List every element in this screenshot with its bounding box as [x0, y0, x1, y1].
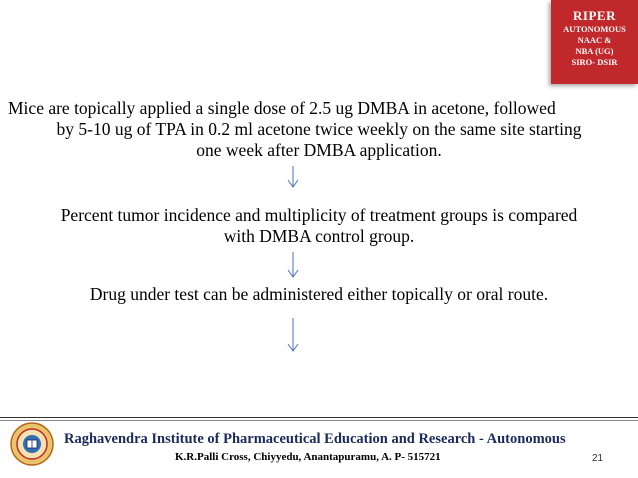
institute-address: K.R.Palli Cross, Chiyyedu, Anantapuramu, A. P- 515721	[175, 451, 441, 463]
badge-line-autonomous: AUTONOMOUS	[563, 24, 626, 34]
step-1-line-1: Mice are topically applied a single dose of 2.5 ug DMBA in acetone, followed	[8, 98, 556, 118]
step-2-text	[0, 205, 638, 247]
badge-title: RIPER	[573, 8, 616, 23]
footer-divider	[0, 420, 638, 421]
badge-line-naac: NAAC &	[577, 35, 612, 45]
down-arrow-icon	[287, 166, 299, 188]
step-3-line-1: Drug under test can be administered either topically or oral route.	[89, 284, 549, 304]
badge-line-nba: NBA (UG)	[575, 46, 614, 56]
step-1-line-2: by 5-10 ug of TPA in 0.2 ml acetone twice weekly on the same site starting	[56, 119, 582, 139]
page-number: 21	[592, 453, 604, 464]
riper-badge	[551, 0, 638, 84]
step-2-line-1: Percent tumor incidence and multiplicity of treatment groups is compared	[60, 205, 578, 225]
down-arrow-icon	[287, 318, 299, 352]
footer-divider	[0, 417, 638, 418]
institute-name: Raghavendra Institute of Pharmaceutical Education and Research - Autonomous	[64, 431, 566, 447]
badge-line-siro: SIRO- DSIR	[571, 57, 618, 67]
step-3-text	[0, 284, 638, 305]
step-1-line-3: one week after DMBA application.	[196, 140, 442, 160]
institute-logo-icon	[10, 422, 54, 466]
down-arrow-icon	[287, 252, 299, 278]
step-2-line-2: with DMBA control group.	[223, 226, 415, 246]
step-1-text	[0, 98, 638, 161]
